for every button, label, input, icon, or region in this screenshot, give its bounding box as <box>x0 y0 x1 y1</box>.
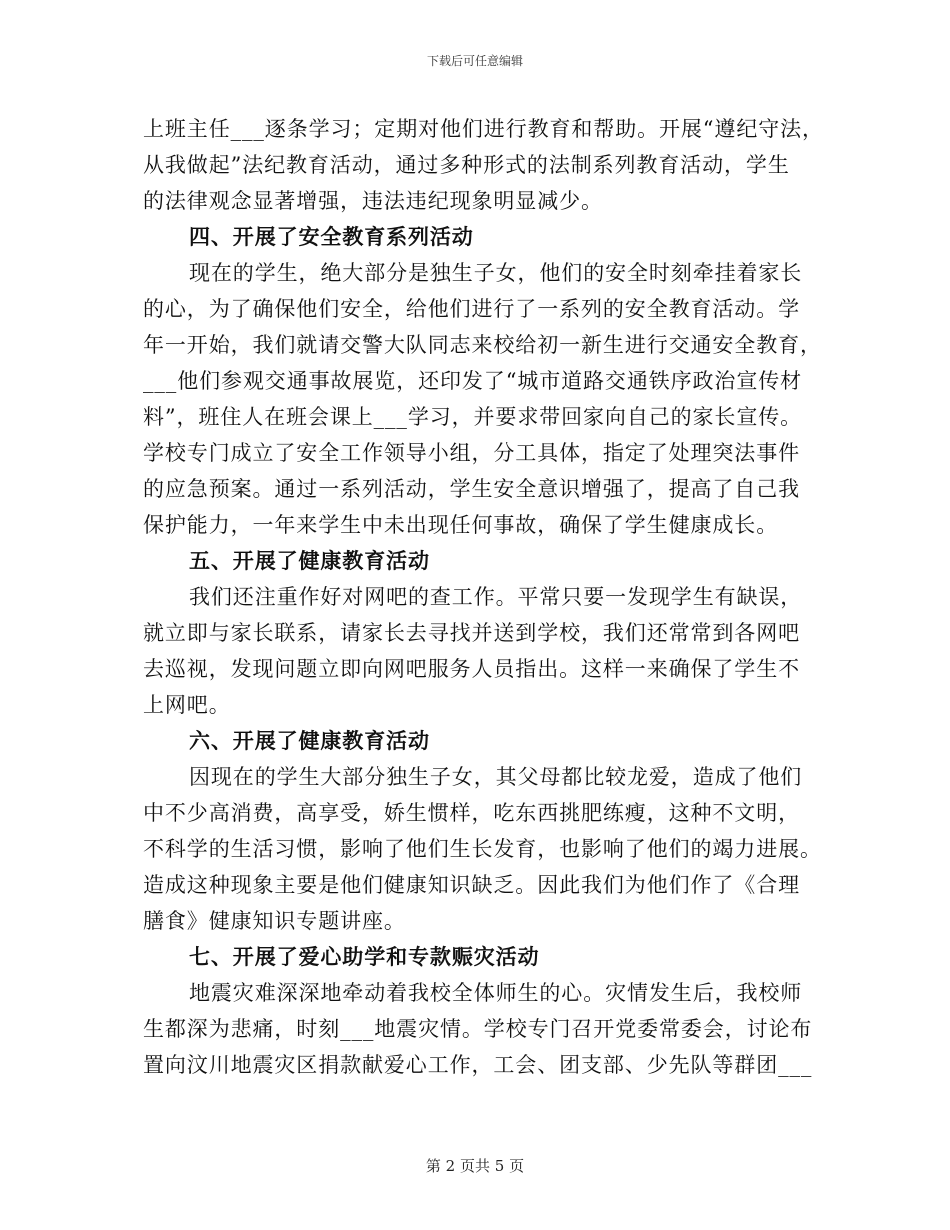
text-line: 生都深为悲痛，时刻___地震灾情。学校专门召开党委常委会，讨论布 <box>143 1017 813 1041</box>
section-heading: 五、开展了健康教育活动 <box>189 549 430 573</box>
text-line: 去巡视，发现问题立即向网吧服务人员指出。这样一来确保了学生不 <box>143 657 800 681</box>
text-line: 从我做起”法纪教育活动，通过多种形式的法制系列教育活动，学生 <box>143 153 790 177</box>
text-line: 就立即与家长联系，请家长去寻找并送到学校，我们还常常到各网吧 <box>143 621 800 645</box>
text-line: 地震灾难深深地牵动着我校全体师生的心。灾情发生后，我校师 <box>189 981 803 1005</box>
text-line: 保护能力，一年来学生中未出现任何事故，确保了学生健康成长。 <box>143 513 779 537</box>
text-line: 料”，班住人在班会课上___学习，并要求带回家向自己的家长宣传。 <box>143 405 803 429</box>
text-line: 学校专门成立了安全工作领导小组，分工具体，指定了处理突法事件 <box>143 441 800 465</box>
text-line: 的应急预案。通过一系列活动，学生安全意识增强了，提高了自己我 <box>143 477 800 501</box>
text-line: 置向汶川地震灾区捐款献爱心工作，工会、团支部、少先队等群团___ <box>143 1053 813 1077</box>
text-line: 造成这种现象主要是他们健康知识缺乏。因此我们为他们作了《合理 <box>143 873 800 897</box>
text-line: 上网吧。 <box>143 693 231 717</box>
text-line: ___他们参观交通事故展览，还印发了“城市道路交通铁序政治宣传材 <box>143 369 803 393</box>
section-heading: 七、开展了爱心助学和专款赈灾活动 <box>189 945 540 969</box>
text-line: 不科学的生活习惯，影响了他们生长发育，也影响了他们的竭力进展。 <box>143 837 822 861</box>
text-line: 的心，为了确保他们安全，给他们进行了一系列的安全教育活动。学 <box>143 297 800 321</box>
page-header: 下载后可任意编辑 <box>426 54 523 68</box>
text-line: 年一开始，我们就请交警大队同志来校给初一新生进行交通安全教育， <box>143 333 822 357</box>
page-footer: 第 2 页共 5 页 <box>425 1157 525 1175</box>
text-line: 我们还注重作好对网吧的查工作。平常只要一发现学生有缺误， <box>189 585 803 609</box>
text-line: 因现在的学生大部分独生子女，其父母都比较龙爱，造成了他们 <box>189 765 803 789</box>
text-line: 的法律观念显著增强，违法违纪现象明显减少。 <box>143 189 603 213</box>
document-body <box>143 111 824 1083</box>
text-line: 现在的学生，绝大部分是独生子女，他们的安全时刻牵挂着家长 <box>189 261 803 285</box>
text-line: 上班主任___逐条学习；定期对他们进行教育和帮助。开展“遵纪守法， <box>143 117 824 141</box>
section-heading: 四、开展了安全教育系列活动 <box>189 225 474 249</box>
text-line: 中不少高消费，高享受，娇生惯样，吃东西挑肥练瘦，这种不文明， <box>143 801 800 825</box>
text-line: 膳食》健康知识专题讲座。 <box>143 909 406 933</box>
section-heading: 六、开展了健康教育活动 <box>189 729 430 753</box>
